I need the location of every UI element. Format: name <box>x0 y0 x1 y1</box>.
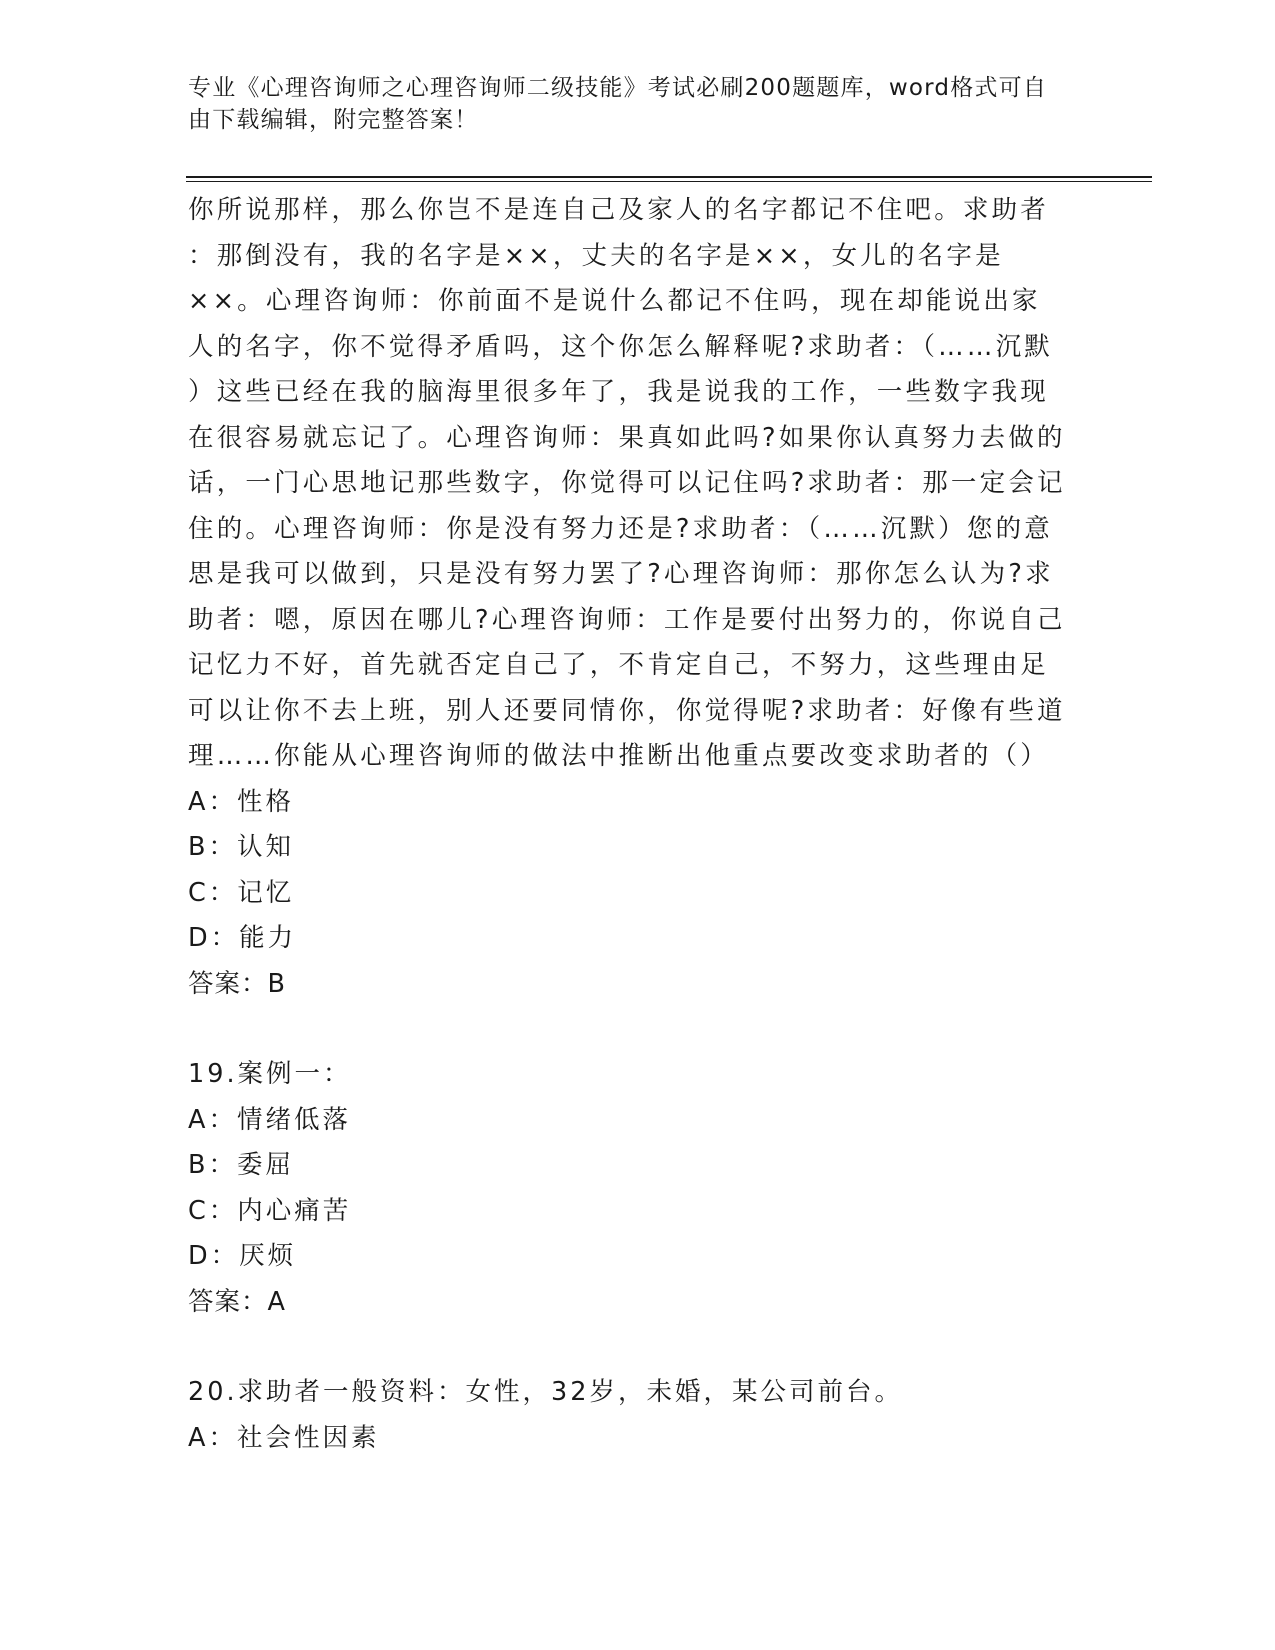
question-text-line: 在很容易就忘记了。心理咨询师：果真如此吗?如果你认真努力去做的 <box>188 422 1066 453</box>
question-text-line: 思是我可以做到，只是没有努力罢了?心理咨询师：那你怎么认为?求 <box>188 559 1054 589</box>
question-text-line: ××。心理咨询师：你前面不是说什么都记不住吗，现在却能说出家 <box>188 286 1041 316</box>
question-text-line: 话，一门心思地记那些数字，你觉得可以记住吗?求助者：那一定会记 <box>188 468 1066 498</box>
question-title: 19.案例一： <box>188 1059 352 1089</box>
question-text-line: ）这些已经在我的脑海里很多年了，我是说我的工作，一些数字我现 <box>188 377 1050 407</box>
answer: 答案：A <box>188 1286 286 1317</box>
spacer <box>188 1007 1073 1052</box>
option-c: C：内心痛苦 <box>188 1195 352 1226</box>
document-body <box>188 188 1073 1461</box>
question-20 <box>188 1370 1073 1461</box>
option-a: A：社会性因素 <box>188 1422 380 1453</box>
question-text-line: 理……你能从心理咨询师的做法中推断出他重点要改变求助者的（） <box>188 741 1050 771</box>
header-rule-thick <box>186 176 1152 178</box>
question-title: 20.求助者一般资料：女性，32岁，未婚，某公司前台。 <box>188 1377 904 1407</box>
question-text-line: 住的。心理咨询师：你是没有努力还是?求助者：（……沉默）您的意 <box>188 513 1053 544</box>
option-d: D：厌烦 <box>188 1241 297 1271</box>
option-d: D：能力 <box>188 923 297 953</box>
question-text-line: 记忆力不好，首先就否定自己了，不肯定自己，不努力，这些理由足 <box>188 650 1050 680</box>
question-text-line: 你所说那样，那么你岂不是连自己及家人的名字都记不住吧。求助者 <box>188 195 1050 225</box>
question-19 <box>188 1052 1073 1325</box>
option-a: A：情绪低落 <box>188 1104 351 1135</box>
spacer <box>188 1325 1073 1370</box>
question-18 <box>188 188 1073 1007</box>
question-text-line: 助者：嗯，原因在哪儿?心理咨询师：工作是要付出努力的，你说自己 <box>188 604 1066 635</box>
option-b: B：委屈 <box>188 1150 294 1180</box>
answer: 答案：B <box>188 968 286 999</box>
header-title: 专业《心理咨询师之心理咨询师二级技能》考试必刷200题题库，word格式可自由下载编辑，附完整答案！ <box>188 75 1048 133</box>
question-text-line: ：那倒没有，我的名字是××，丈夫的名字是××，女儿的名字是 <box>188 240 1004 271</box>
question-text-line: 可以让你不去上班，别人还要同情你，你觉得呢?求助者：好像有些道 <box>188 695 1066 726</box>
page-header <box>188 72 1068 136</box>
question-text-line: 人的名字，你不觉得矛盾吗，这个你怎么解释呢?求助者：（……沉默 <box>188 331 1053 362</box>
option-c: C：记忆 <box>188 877 295 908</box>
option-a: A：性格 <box>188 786 294 817</box>
header-rule-thin <box>186 181 1152 182</box>
option-b: B：认知 <box>188 832 294 862</box>
